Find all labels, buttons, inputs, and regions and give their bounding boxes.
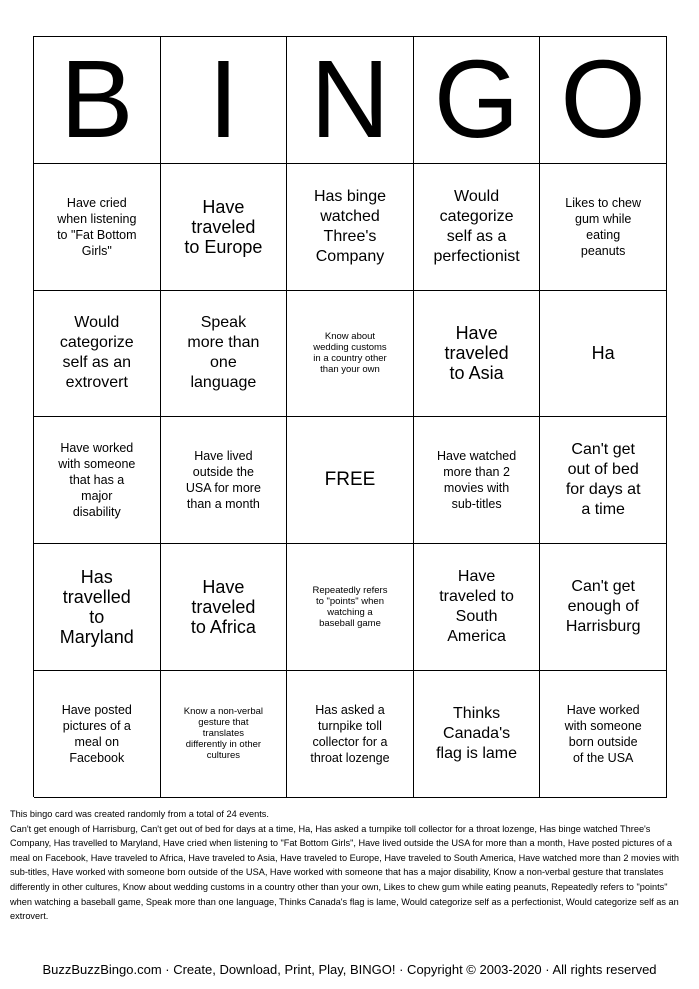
header-letter-o: O <box>540 37 667 164</box>
bingo-card <box>33 36 667 797</box>
cell-text: Would categorize self as an extrovert <box>59 314 134 392</box>
bingo-cell <box>414 671 541 798</box>
cell-text: Has travelled to Maryland <box>59 567 134 648</box>
bingo-cell <box>34 544 161 671</box>
bingo-cell <box>414 544 541 671</box>
bingo-row-3 <box>34 417 667 544</box>
bingo-row-1 <box>34 164 667 291</box>
bingo-cell <box>161 164 288 291</box>
bingo-cell <box>287 544 414 671</box>
bingo-cell <box>161 671 288 798</box>
cell-text: Know a non-verbal gesture that translates differently in other cultures <box>183 706 263 762</box>
cell-text: Have traveled to South America <box>439 568 514 646</box>
header-letter-g: G <box>414 37 541 164</box>
cell-text: Speak more than one language <box>187 314 260 392</box>
bingo-cell <box>34 671 161 798</box>
bingo-cell <box>287 291 414 418</box>
bingo-row-4 <box>34 544 667 671</box>
cell-text: Have traveled to Europe <box>184 196 263 257</box>
bingo-cell <box>287 671 414 798</box>
cell-text: Know about wedding customs in a country other than your own <box>313 331 387 376</box>
cell-text: Have worked with someone born outside of the USA <box>564 702 642 765</box>
bingo-cell <box>540 291 667 418</box>
bingo-row-5 <box>34 671 667 798</box>
footnote-events-list: Can't get enough of Harrisburg, Can't get out of bed for days at a time, Ha, Has asked a turnpike toll collector for a throat lozenge, Has binge watched Three's Company, Has travelled to Maryland, Have cried when listening to "Fat Bottom Girls", Have lived outside the USA for more than a month, Have posted pictures of a meal on Facebook, Have traveled to Africa, Have traveled to Asia, Have traveled to Europe, Have traveled to South America, Have watched more than 2 movies with sub-titles, Have worked with someone born outside of the USA, Have worked with someone that has a major disability, Know a non-verbal gesture that translates differently in other cultures, Know about wedding customs in a country other than your own, Likes to chew gum while eating peanuts, Repeatedly refers to "points" when watching a baseball game, Speak more than one language, Thinks Canada's flag is lame, Would categorize self as a perfectionist, Would categorize self as an extrovert. <box>10 823 679 922</box>
cell-text: Have traveled to Asia <box>444 323 509 384</box>
bingo-cell <box>540 417 667 544</box>
header-letter-n: N <box>287 37 414 164</box>
bingo-cell <box>34 291 161 418</box>
bingo-cell <box>540 164 667 291</box>
header-row <box>34 37 667 164</box>
cell-text: Repeatedly refers to "points" when watching a baseball game <box>312 585 388 630</box>
free-space-label: FREE <box>324 469 376 491</box>
header-letter-i: I <box>161 37 288 164</box>
bingo-cell <box>414 291 541 418</box>
header-letter-b: B <box>34 37 161 164</box>
bingo-cell <box>414 164 541 291</box>
cell-text: Has binge watched Three's Company <box>313 187 386 265</box>
bingo-cell <box>161 291 288 418</box>
cell-text: Have traveled to Africa <box>190 577 256 638</box>
cell-text: Can't get out of bed for days at a time <box>565 441 641 519</box>
cell-text: Ha <box>591 343 615 364</box>
bingo-cell <box>161 544 288 671</box>
cell-text: Have posted pictures of a meal on Facebook <box>61 702 132 765</box>
cell-text: Have watched more than 2 movies with sub-titles <box>436 449 517 512</box>
cell-text: Can't get enough of Harrisburg <box>565 578 641 636</box>
bingo-cell <box>34 164 161 291</box>
free-space-cell <box>287 417 414 544</box>
bingo-cell <box>540 671 667 798</box>
cell-text: Likes to chew gum while eating peanuts <box>565 195 642 258</box>
event-footnote <box>10 807 690 924</box>
bingo-cell <box>540 544 667 671</box>
bingo-cell <box>287 164 414 291</box>
footnote-intro: This bingo card was created randomly from a total of 24 events. <box>10 809 269 819</box>
cell-text: Thinks Canada's flag is lame <box>436 704 518 762</box>
cell-text: Would categorize self as a perfectionist <box>433 187 520 265</box>
copyright-footer: BuzzBuzzBingo.com · Create, Download, Print, Play, BINGO! · Copyright © 2003-2020 · All rights reserved <box>42 962 657 977</box>
cell-text: Have cried when listening to "Fat Bottom Girls" <box>57 195 137 258</box>
bingo-row-2 <box>34 291 667 418</box>
bingo-cell <box>414 417 541 544</box>
cell-text: Has asked a turnpike toll collector for a throat lozenge <box>310 702 390 765</box>
cell-text: Have worked with someone that has a major disability <box>58 441 136 520</box>
bingo-cell <box>34 417 161 544</box>
cell-text: Have lived outside the USA for more than a month <box>185 449 261 512</box>
bingo-cell <box>161 417 288 544</box>
